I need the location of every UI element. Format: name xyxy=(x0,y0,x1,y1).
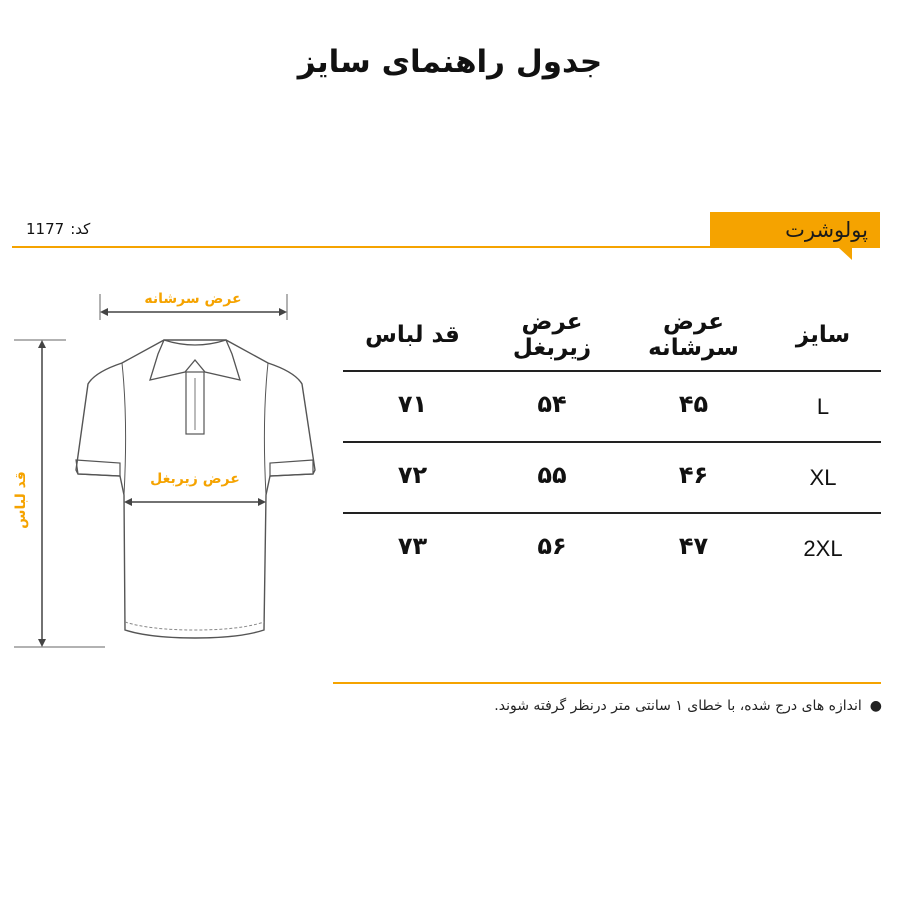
tab-notch xyxy=(839,248,852,260)
header-size: سایز xyxy=(765,300,881,371)
header-chest-width: عرض زیربغل xyxy=(482,300,622,371)
shoulder-width-label: عرض سرشانه xyxy=(144,291,242,307)
cell-length: ۷۳ xyxy=(397,532,428,560)
bullet-icon: ● xyxy=(869,698,882,714)
size-table xyxy=(343,300,881,584)
table-row xyxy=(343,371,881,442)
arrowhead-right-icon xyxy=(279,308,287,316)
product-code-label: کد: xyxy=(70,220,91,238)
cell-shoulder-width: ۴۵ xyxy=(622,371,765,442)
cell-shoulder-width: ۴۷ xyxy=(678,532,709,560)
note-text: اندازه های درج شده، با خطای ۱ سانتی متر درنظر گرفته شوند. xyxy=(494,698,862,714)
length-label: قد لباس xyxy=(13,471,29,529)
table-row xyxy=(343,513,881,584)
product-code-value: 1177 xyxy=(26,220,65,238)
header-shoulder-width: عرض سرشانه xyxy=(622,300,765,371)
cell-chest-width: ۵۴ xyxy=(482,371,622,442)
table-header-row xyxy=(343,300,881,371)
shirt-diagram xyxy=(0,280,320,660)
measurement-note xyxy=(494,698,882,714)
cell-length: ۷۲ xyxy=(343,442,482,513)
arrowhead-up-icon xyxy=(38,340,46,348)
cell-chest-width: ۵۶ xyxy=(537,532,567,560)
product-category-label: پولوشرت xyxy=(785,218,868,242)
cell-size: L xyxy=(765,371,881,442)
arrowhead-left-icon xyxy=(100,308,108,316)
chest-width-label: عرض زیربغل xyxy=(150,471,240,487)
header-length: قد لباس xyxy=(343,300,482,371)
footer-divider xyxy=(333,682,881,684)
arrowhead-down-icon xyxy=(38,639,46,647)
cell-chest-width: ۵۵ xyxy=(482,442,622,513)
cell-shoulder-width: ۴۶ xyxy=(622,442,765,513)
polo-shirt-illustration xyxy=(0,280,320,660)
cell-length: ۷۱ xyxy=(343,371,482,442)
table-row xyxy=(343,442,881,513)
cell-size: 2XL xyxy=(803,536,843,561)
cell-size: XL xyxy=(765,442,881,513)
page-title: جدول راهنمای سایز xyxy=(297,44,603,80)
product-category-tab xyxy=(710,212,880,248)
product-code xyxy=(26,220,90,238)
